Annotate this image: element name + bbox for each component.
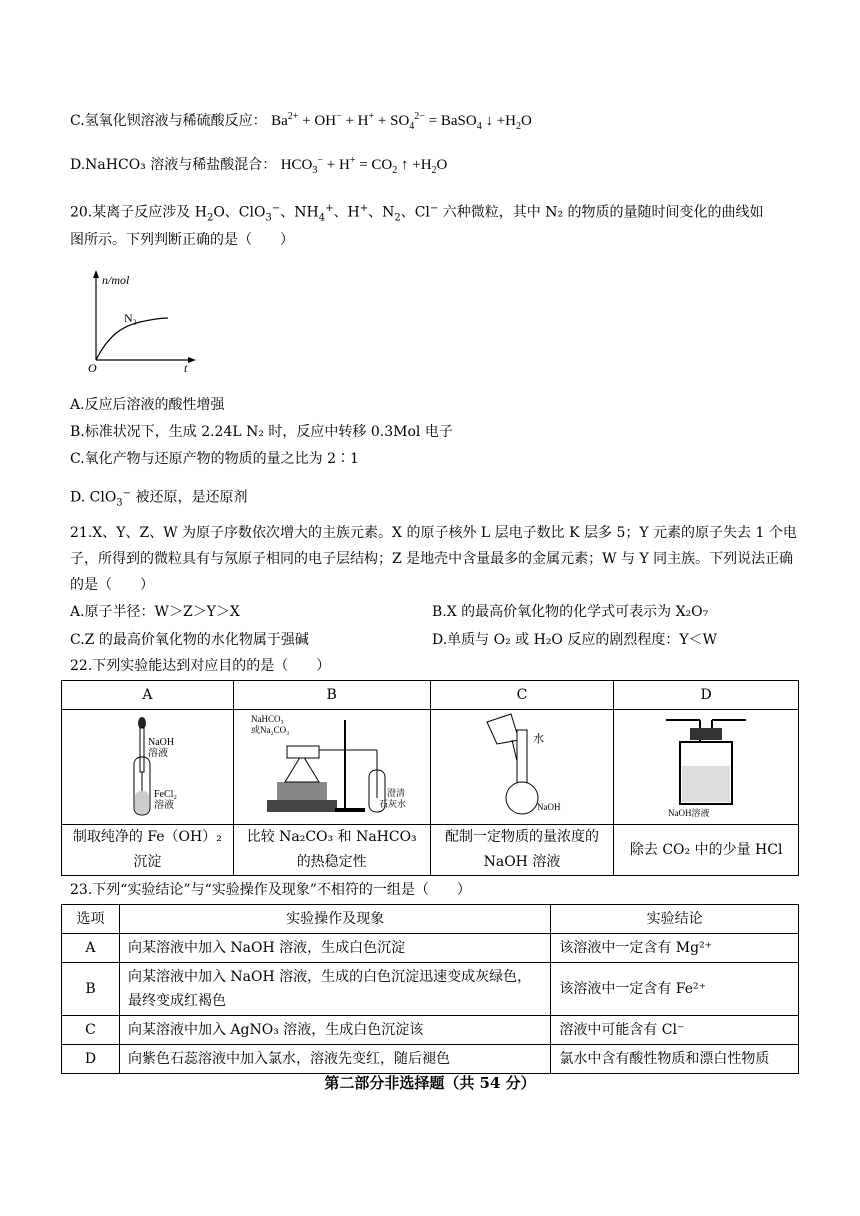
- svg-text:NaOH: NaOH: [536, 802, 561, 812]
- q22-stem: 22.下列实验能达到对应目的的是（ ）: [70, 658, 331, 674]
- q23-row-a-operation: 向某溶液中加入 NaOH 溶液，生成白色沉淀: [119, 934, 550, 963]
- q22-caption-c: 配制一定物质的量浓度的 NaOH 溶液: [430, 825, 614, 876]
- x-axis-arrow-icon: [188, 357, 196, 363]
- table-row: [62, 963, 799, 1016]
- q23-row-c-option: C: [62, 1016, 120, 1045]
- q22-caption-b: 比较 Na₂CO₃ 和 NaHCO₃ 的热稳定性: [233, 825, 430, 876]
- svg-text:溶液: 溶液: [154, 800, 175, 811]
- q20-stem-line1: 20.某离子反应涉及 $H_2O$、ClO$_3$−、$NH_4^+$、H+、$N_2$、Cl− 六种微粒，其中 N₂ 的物质的量随时间变化的曲线如: [70, 203, 764, 224]
- q20-option-b: B.标准状况下，生成 2.24L N₂ 时，反应中转移 0.3Mol 电子: [70, 424, 453, 440]
- svg-text:石灰水: 石灰水: [378, 799, 406, 809]
- curve-label: N₂: [124, 311, 137, 325]
- svg-text:NaOH溶液: NaOH溶液: [668, 808, 710, 818]
- q23-row-c-operation: 向某溶液中加入 AgNO₃ 溶液，生成白色沉淀该: [119, 1016, 550, 1045]
- q21-stem: 21.X、Y、Z、W 为原子序数依次增大的主族元素。X 的原子核外 L 层电子数比 K 层多 5；Y 元素的原子失去 1 个电子，所得到的微粒具有与氖原子相同的电子层结构；Z 是地壳中含量最多的金属元素；W 与 Y 同主族。下列说法正确的是（ ）: [70, 525, 797, 593]
- dropper-test-tube-diagram: [92, 711, 202, 819]
- q20-option-d: D. ClO$_3$− 被还原，是还原剂: [70, 488, 248, 509]
- q22-header-d: D: [614, 681, 799, 710]
- q22-header-a: A: [62, 681, 234, 710]
- q20-stem-line2: 图所示。下列判断正确的是（ ）: [70, 232, 294, 248]
- q20-option-c: C.氧化产物与还原产物的物质的量之比为 2∶1: [70, 451, 359, 467]
- q23-header-option: 选项: [62, 905, 120, 934]
- svg-text:NaHCO₃: NaHCO₃: [250, 714, 284, 724]
- q22-caption-a: 制取纯净的 Fe（OH）₂ 沉淀: [62, 825, 234, 876]
- q20-n2-time-graph: [88, 268, 200, 376]
- q22-header-b: B: [233, 681, 430, 710]
- q22-table: [61, 680, 799, 876]
- q21-option-c: C.Z 的最高价氧化物的水化物属于强碱: [70, 632, 309, 648]
- q23-row-b-conclusion: 该溶液中一定含有 Fe²⁺: [551, 963, 799, 1016]
- svg-text:溶液: 溶液: [148, 748, 169, 759]
- heating-apparatus-diagram: [247, 710, 417, 820]
- q23-row-b-operation: 向某溶液中加入 NaOH 溶液，生成的白色沉淀迅速变成灰绿色，最终变成红褐色: [119, 963, 550, 1016]
- q22-image-b: [233, 710, 430, 825]
- q19-option-d-equation: $HCO_3^- + H^+ = CO_2$ ↑ $+H_2O$: [280, 155, 448, 176]
- q19-option-d: [70, 151, 447, 181]
- q21-option-b: B.X 的最高价氧化物的化学式可表示为 X₂O₇: [432, 604, 709, 620]
- q21-option-d: D.单质与 O₂ 或 H₂O 反应的剧烈程度：Y＜W: [432, 632, 717, 648]
- x-axis-label: t: [184, 361, 188, 375]
- q23-header-conclusion: 实验结论: [551, 905, 799, 934]
- q23-table: [61, 904, 799, 1074]
- q23-row-a-conclusion: 该溶液中一定含有 Mg²⁺: [551, 934, 799, 963]
- svg-text:NaOH: NaOH: [148, 737, 175, 748]
- q21-option-a: A.原子半径：W＞Z＞Y＞X: [70, 604, 240, 620]
- q19-option-c-text: C.氢氧化钡溶液与稀硫酸反应：: [70, 113, 267, 129]
- q20-option-a: A.反应后溶液的酸性增强: [70, 397, 225, 413]
- q23-row-c-conclusion: 溶液中可能含有 Cl⁻: [551, 1016, 799, 1045]
- svg-text:澄清: 澄清: [386, 788, 405, 798]
- q23-row-a-option: A: [62, 934, 120, 963]
- q23-row-b-option: B: [62, 963, 120, 1016]
- q19-option-c-equation: $Ba^{2+} + OH^- + H^+ + SO_4^{2-}$ = BaSO$_4$ ↓ $+H_2O$: [271, 111, 532, 132]
- svg-text:水: 水: [532, 733, 544, 745]
- svg-text:或Na₂CO₃: 或Na₂CO₃: [250, 725, 289, 735]
- y-axis-label: n/mol: [102, 273, 130, 287]
- q23-row-d-option: D: [62, 1045, 120, 1074]
- q22-image-a: [62, 710, 234, 825]
- q22-image-c: [430, 710, 614, 825]
- q19-option-d-text: D.NaHCO₃ 溶液与稀盐酸混合：: [70, 157, 277, 173]
- table-row: [62, 1016, 799, 1045]
- table-row: [62, 1045, 799, 1074]
- gas-washing-bottle-diagram: [656, 710, 756, 820]
- q23-header-operation: 实验操作及现象: [119, 905, 550, 934]
- y-axis-arrow-icon: [93, 270, 99, 278]
- origin-label: O: [88, 361, 97, 375]
- q22-caption-d: 除去 CO₂ 中的少量 HCl: [614, 825, 799, 876]
- volumetric-flask-diagram: [467, 710, 577, 820]
- q23-row-d-conclusion: 氯水中含有酸性物质和漂白性物质: [551, 1045, 799, 1074]
- q22-header-c: C: [430, 681, 614, 710]
- table-row: [62, 934, 799, 963]
- q22-image-d: [614, 710, 799, 825]
- svg-text:FeCl₂: FeCl₂: [154, 789, 178, 800]
- q19-option-c: [70, 107, 532, 137]
- q23-stem: 23.下列“实验结论”与“实验操作及现象”不相符的一组是（ ）: [70, 882, 471, 898]
- q23-row-d-operation: 向紫色石蕊溶液中加入氯水，溶液先变红，随后褪色: [119, 1045, 550, 1074]
- section-heading: 第二部分非选择题（共 54 分）: [324, 1074, 536, 1092]
